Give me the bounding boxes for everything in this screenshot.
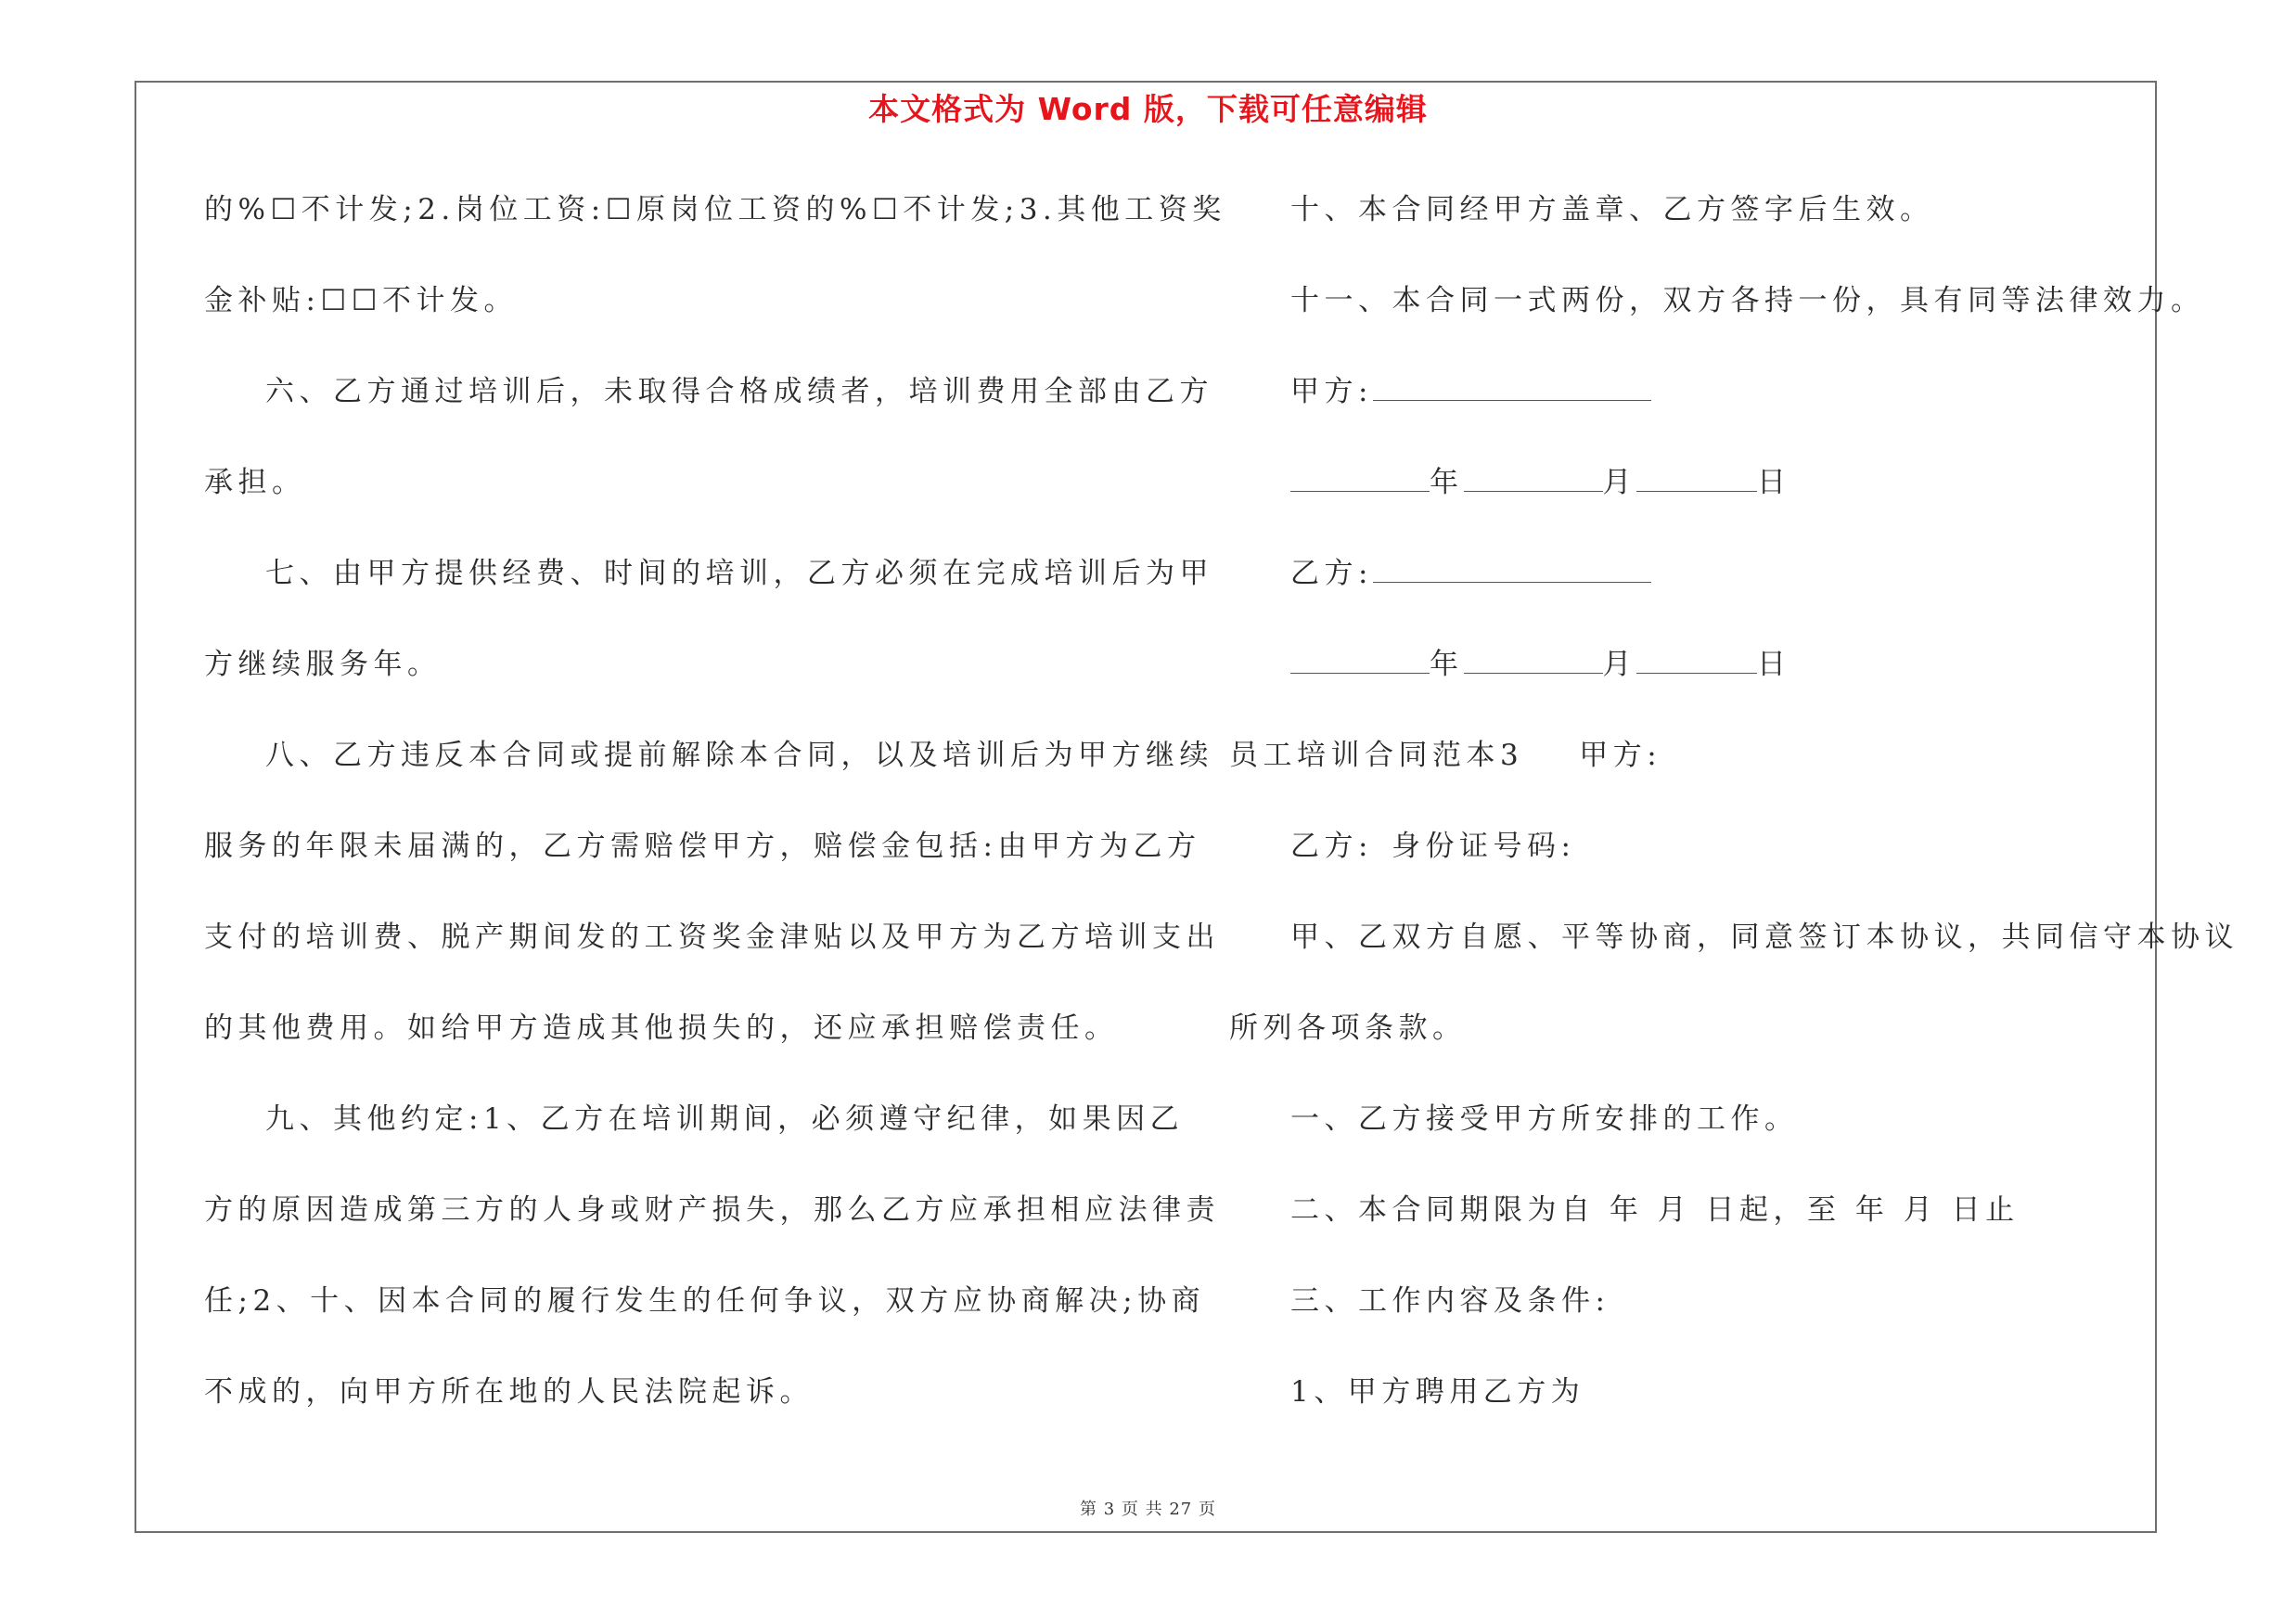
party-a-date-line: [1229, 454, 2157, 545]
party-b-blank: [1373, 554, 1651, 583]
month-label: 月: [1602, 466, 1636, 499]
contract-3-party-b: 乙方:: [1290, 830, 1373, 863]
left-column: [204, 181, 1226, 1454]
party-b-signature-line: [1229, 545, 2157, 636]
year-label: 年: [1430, 648, 1464, 681]
text-line: 不成的，向甲方所在地的人民法院起诉。: [204, 1375, 814, 1409]
clause-seven: 七、由甲方提供经费、时间的培训，乙方必须在完成培训后为甲: [265, 557, 1213, 590]
month-blank: [1464, 645, 1603, 674]
text-line: 承担。: [204, 466, 306, 499]
text-line: 服务的年限未届满的，乙方需赔偿甲方，赔偿金包括:由甲方为乙方: [204, 830, 1201, 863]
contract-3-party-a: 甲方:: [1579, 739, 1662, 772]
text-line: 方继续服务年。: [204, 648, 442, 681]
text-line: 所列各项条款。: [1229, 1011, 1467, 1045]
text-line: 方的原因造成第三方的人身或财产损失，那么乙方应承担相应法律责: [204, 1193, 1220, 1227]
party-b-label: 乙方:: [1290, 557, 1373, 590]
day-label: 日: [1757, 648, 1791, 681]
day-blank: [1636, 463, 1757, 492]
page-number: 第 3 页 共 27 页: [1080, 1500, 1216, 1519]
party-a-signature-line: [1229, 363, 2157, 454]
party-b-date-line: [1229, 636, 2157, 727]
agreement-preamble: 甲、乙双方自愿、平等协商，同意签订本协议，共同信守本协议: [1290, 921, 2238, 954]
contract-3-party-b-line: [1229, 818, 2157, 908]
clause-two: 二、本合同期限为自 年 月 日起，至 年 月 日止: [1290, 1193, 2020, 1227]
clause-eleven: 十一、本合同一式两份，双方各持一份，具有同等法律效力。: [1290, 284, 2205, 317]
text-line: 金补贴:☐☐不计发。: [204, 284, 519, 317]
id-number-label: 身份证号码:: [1391, 830, 1576, 863]
right-column: [1229, 181, 2238, 1454]
text-line: 任;2、十、因本合同的履行发生的任何争议，双方应协商解决;协商: [204, 1284, 1206, 1318]
day-label: 日: [1757, 466, 1791, 499]
clause-eight: 八、乙方违反本合同或提前解除本合同，以及培训后为甲方继续: [265, 739, 1213, 772]
editable-notice-banner: 本文格式为 Word 版，下载可任意编辑: [868, 91, 1428, 127]
text-line: 支付的培训费、脱产期间发的工资奖金津贴以及甲方为乙方培训支出: [204, 921, 1220, 954]
month-label: 月: [1602, 648, 1636, 681]
party-a-label: 甲方:: [1290, 375, 1373, 408]
clause-six: 六、乙方通过培训后，未取得合格成绩者，培训费用全部由乙方: [265, 375, 1213, 408]
year-blank: [1290, 645, 1430, 674]
clause-three: 三、工作内容及条件:: [1290, 1284, 1610, 1318]
party-a-blank: [1373, 372, 1651, 401]
text-line: 的其他费用。如给甲方造成其他损失的，还应承担赔偿责任。: [204, 1011, 1119, 1045]
day-blank: [1636, 645, 1757, 674]
year-blank: [1290, 463, 1430, 492]
clause-nine: 九、其他约定:1、乙方在培训期间，必须遵守纪律，如果因乙: [265, 1102, 1185, 1136]
clause-one: 一、乙方接受甲方所安排的工作。: [1290, 1102, 1799, 1136]
text-line: 的%☐不计发;2.岗位工资:☐原岗位工资的%☐不计发;3.其他工资奖: [204, 193, 1226, 226]
month-blank: [1464, 463, 1603, 492]
contract-3-title: 员工培训合同范本3: [1229, 739, 1524, 772]
clause-ten: 十、本合同经甲方盖章、乙方签字后生效。: [1290, 193, 1934, 226]
year-label: 年: [1430, 466, 1464, 499]
clause-three-item-one: 1、甲方聘用乙方为: [1290, 1375, 1585, 1409]
contract-3-heading-line: [1229, 727, 2157, 818]
